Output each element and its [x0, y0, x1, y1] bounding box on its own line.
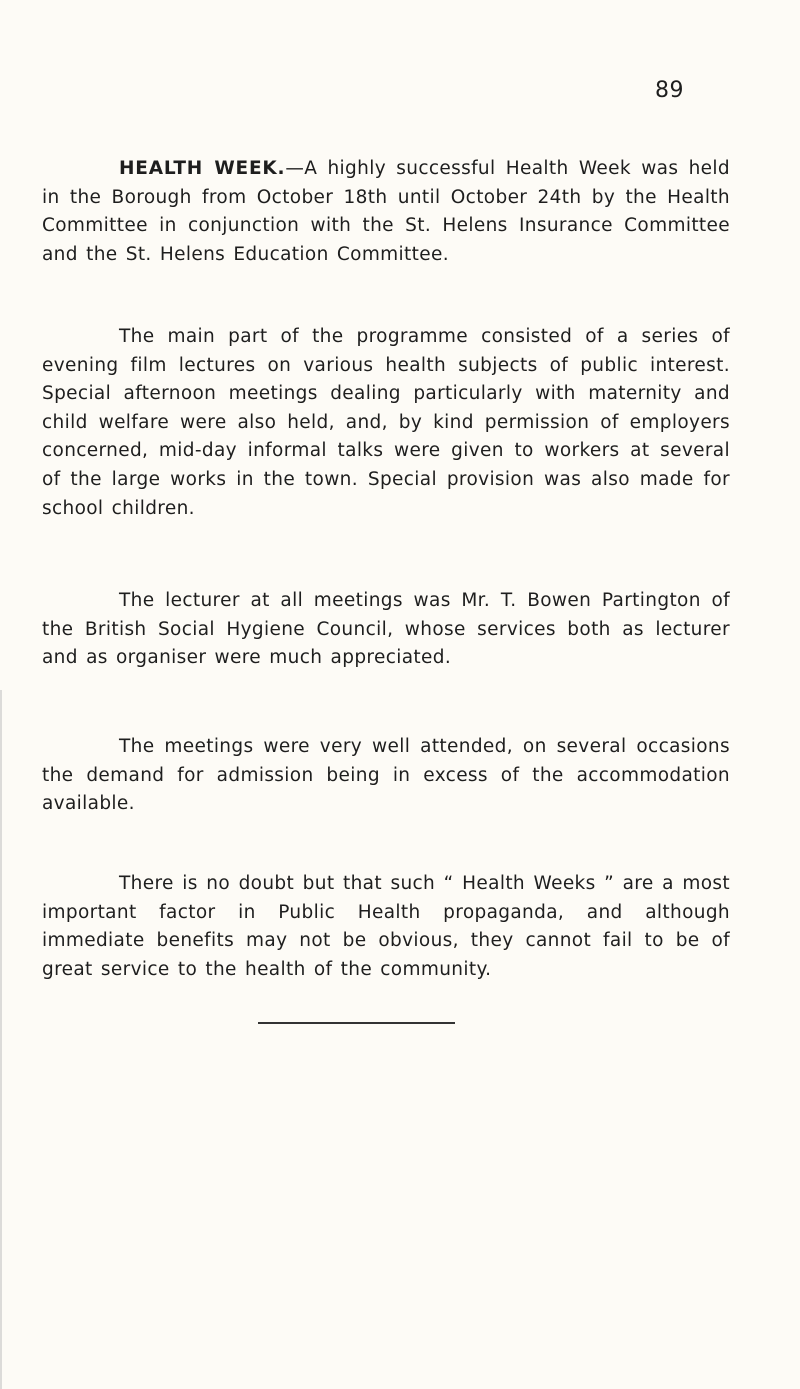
paragraph-text: —A highly successful Health Week was held in the Borough from October 18th until October 24th by the Health Committee in conjunction with the St. Helens Insurance Committee and the St. Helens Education Committee. — [42, 158, 730, 265]
section-divider — [258, 1022, 455, 1024]
paragraph-programme: The main part of the programme consisted of a series of evening film lectures on various health subjects of public interest. Special afternoon meetings dealing particularly with maternity and child welfare were also held, and, by kind permission of employers concerned, mid-day informal talks were given to workers at several of the large works in the town. Special provision was also made for school children. — [42, 326, 730, 519]
paragraph-attendance: The meetings were very well attended, on several occasions the demand for admission being in excess of the accommodation available. — [42, 736, 730, 815]
paragraph-conclusion: There is no doubt but that such “ Health Weeks ” are a most important factor in Public Health propaganda, and although immediate benefits may not be obvious, they cannot fail to be of great service to the health of the community. — [42, 873, 730, 980]
page-number: 89 — [655, 78, 684, 103]
paragraph-health-week — [42, 155, 730, 269]
page-edge-shadow — [0, 690, 2, 1389]
section-heading: HEALTH WEEK. — [119, 158, 286, 179]
paragraph-lecturer: The lecturer at all meetings was Mr. T. Bowen Partington of the British Social Hygiene Council, whose services both as lecturer and as organiser were much appreciated. — [42, 590, 730, 669]
